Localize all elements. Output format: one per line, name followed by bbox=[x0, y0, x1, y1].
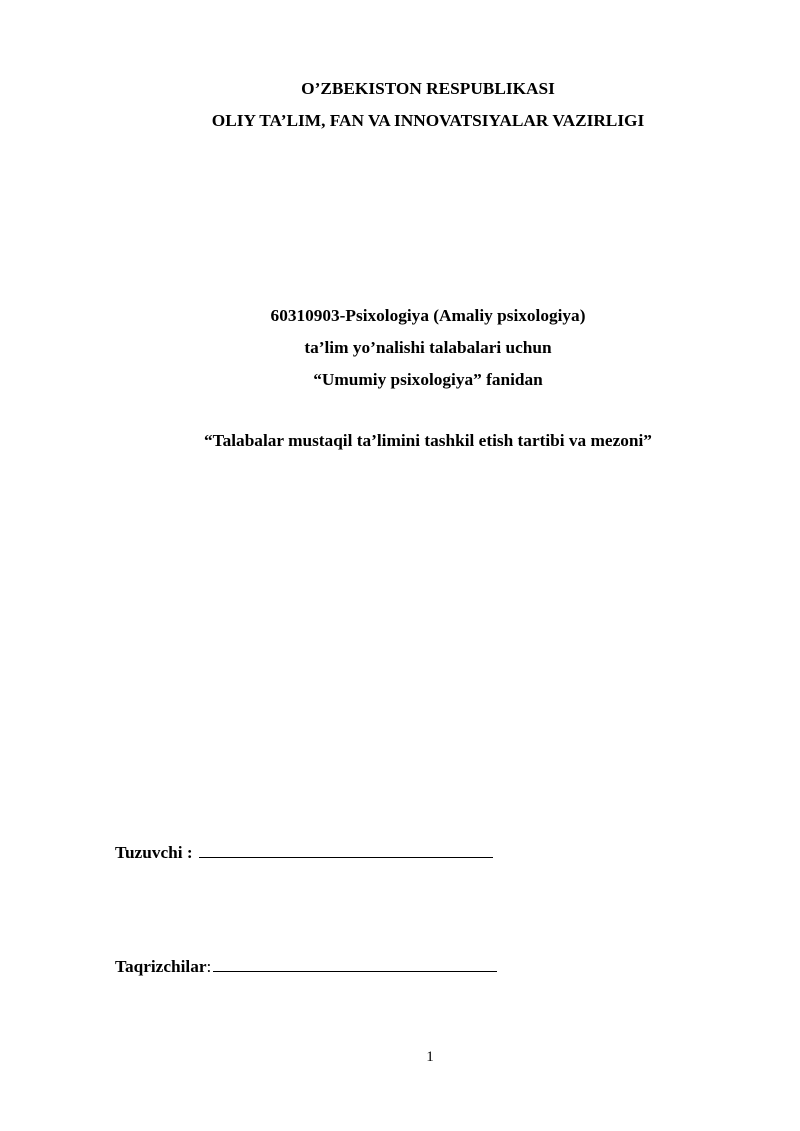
document-title: “Talabalar mustaqil ta’limini tashkil etish tartibi va mezoni” bbox=[204, 431, 652, 450]
composer-signature-line bbox=[115, 842, 493, 864]
republic-heading: O’ZBEKISTON RESPUBLIKASI bbox=[301, 79, 555, 98]
course-code-name: 60310903-Psixologiya (Amaliy psixologiya) bbox=[270, 306, 586, 325]
reviewers-blank-field[interactable] bbox=[213, 957, 497, 972]
reviewers-signature-line bbox=[115, 956, 497, 978]
reviewers-label: Taqrizchilar bbox=[115, 957, 207, 976]
composer-blank-field[interactable] bbox=[199, 843, 493, 858]
ministry-heading: OLIY TA’LIM, FAN VA INNOVATSIYALAR VAZIRLIGI bbox=[211, 111, 645, 130]
page-number: 1 bbox=[426, 1049, 434, 1065]
course-subject: “Umumiy psixologiya” fanidan bbox=[313, 370, 543, 389]
reviewers-separator: : bbox=[206, 957, 212, 976]
composer-label: Tuzuvchi : bbox=[115, 843, 197, 862]
course-direction: ta’lim yo’nalishi talabalari uchun bbox=[304, 338, 552, 357]
